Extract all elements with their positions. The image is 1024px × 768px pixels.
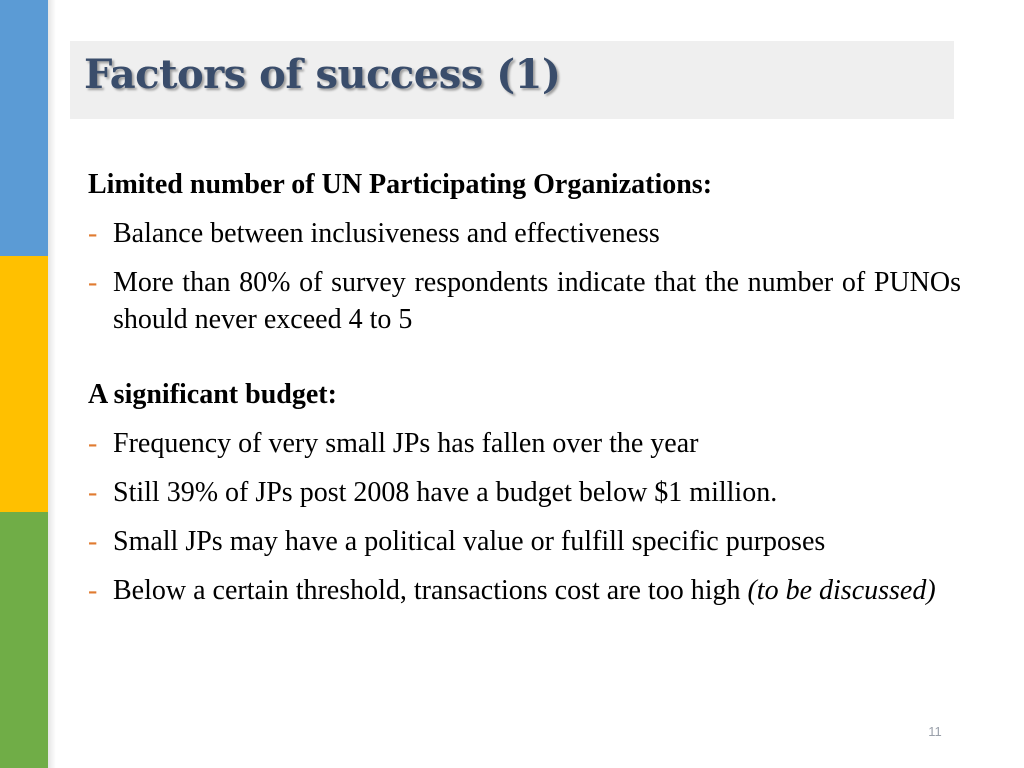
bullet-text: Still 39% of JPs post 2008 have a budget below $1 million. [113, 477, 778, 508]
sidebar-band-blue [0, 0, 48, 256]
bullet-marker: - [88, 218, 98, 249]
bullet-item [88, 474, 961, 511]
bullet-marker: - [88, 267, 98, 298]
sidebar-shadow [48, 0, 56, 768]
bullet-text: Balance between inclusiveness and effectiveness [113, 218, 660, 249]
sidebar-band-green [0, 512, 48, 768]
bullet-item [88, 264, 961, 338]
section-heading-participating-organizations: Limited number of UN Participating Organizations: [88, 169, 713, 200]
title-box [70, 41, 954, 119]
section-heading-budget: A significant budget: [88, 379, 337, 410]
sidebar-color-bands [0, 0, 48, 768]
bullet-text: Small JPs may have a political value or fulfill specific purposes [113, 526, 826, 557]
bullet-text: More than 80% of survey respondents indicate that the number of PUNOs should never exceed 4 to 5 [113, 267, 961, 335]
bullet-item [88, 425, 961, 462]
bullet-item [88, 523, 961, 560]
bullet-item [88, 215, 961, 252]
slide-title: Factors of success (1) [84, 51, 561, 98]
bullet-note: (to be discussed) [747, 575, 936, 606]
bullet-marker: - [88, 575, 98, 606]
bullet-text: Frequency of very small JPs has fallen over the year [113, 428, 699, 459]
sidebar-band-yellow [0, 256, 48, 512]
bullet-marker: - [88, 526, 98, 557]
section-spacer [88, 338, 961, 376]
bullet-marker: - [88, 428, 98, 459]
bullet-marker: - [88, 477, 98, 508]
page-number: 11 [928, 724, 942, 739]
bullet-item [88, 572, 961, 609]
slide-content [88, 166, 961, 609]
bullet-text: Below a certain threshold, transactions cost are too high [113, 575, 741, 606]
